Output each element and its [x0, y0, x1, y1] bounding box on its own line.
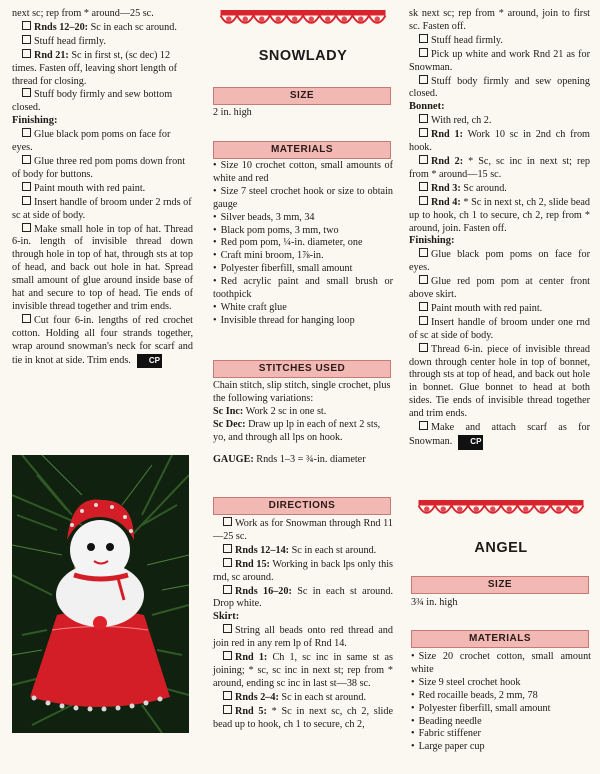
- checkbox-icon[interactable]: [22, 223, 31, 232]
- material-item: • Size 10 crochet cotton, small amounts of white and red: [213, 160, 393, 186]
- text-line: Pick up white and work Rnd 21 as for Snowman.: [409, 48, 590, 73]
- bonnet-step: With red, ch 2.: [409, 114, 590, 128]
- checkbox-icon[interactable]: [223, 517, 232, 526]
- lace-border-top: [213, 10, 393, 32]
- finishing-heading: Finishing:: [12, 115, 58, 127]
- direction-step: Rnds 12–14: Sc in each st around.: [213, 544, 393, 558]
- materials-heading: MATERIALS: [213, 141, 391, 159]
- checkbox-icon[interactable]: [22, 49, 31, 58]
- checkbox-icon[interactable]: [419, 155, 428, 164]
- cp-badge: CP: [137, 354, 162, 369]
- material-item: • Size 9 steel crochet hook: [411, 677, 591, 690]
- checkbox-icon[interactable]: [223, 691, 232, 700]
- material-item: • White craft glue: [213, 302, 393, 315]
- materials-list: [213, 160, 393, 328]
- checkbox-icon[interactable]: [419, 34, 428, 43]
- text-line: sk next sc; rep from * around, join to first sc. Fasten off.: [409, 8, 590, 32]
- angel-materials-list: [411, 651, 591, 754]
- material-item: • Silver beads, 3 mm, 34: [213, 212, 393, 225]
- checkbox-icon[interactable]: [419, 302, 428, 311]
- material-item: • Size 20 crochet cotton, small amount white: [411, 651, 591, 677]
- rnds-12-20: Rnds 12–20: Sc in each sc around.: [12, 21, 193, 35]
- stitches-heading: STITCHES USED: [213, 360, 391, 378]
- checkbox-icon[interactable]: [419, 75, 428, 84]
- size-value: 2 in. high: [213, 107, 252, 118]
- angel-size-value: 3¾ in. high: [411, 597, 458, 608]
- column-right: [409, 8, 590, 450]
- finishing-step: Thread 6-in. piece of invisible thread down through center hole in top of bonnet, through sts at top of head, and back out hole in bonnet. Glue bonnet to head at both sides. Tie ends of invisible thread together and trim ends.: [409, 343, 590, 420]
- skirt-heading: Skirt:: [213, 611, 240, 623]
- rnd-21: Rnd 21: Sc in first st, (sc dec) 12 times. Fasten off, leaving short length of thread for closing.: [12, 49, 178, 87]
- text-line: Stuff head firmly.: [409, 34, 590, 48]
- material-item: • Invisible thread for hanging loop: [213, 315, 393, 328]
- bonnet-heading: Bonnet:: [409, 101, 445, 113]
- bonnet-step: Rnd 3: Sc around.: [409, 182, 590, 196]
- finishing-heading: Finishing:: [409, 235, 455, 247]
- direction-step: Work as for Snowman through Rnd 11—25 sc.: [213, 518, 393, 542]
- snowlady-photo: [12, 455, 189, 733]
- sc-dec: Sc Dec: Draw up lp in each of next 2 sts, yo, and through all lps on hook.: [213, 418, 381, 443]
- finishing-step: Glue black pom poms on face for eyes.: [409, 249, 590, 274]
- direction-step: Rnds 16–20: Sc in each st around. Drop white.: [213, 585, 394, 610]
- text-line: Stuff head firmly.: [12, 35, 193, 49]
- bonnet-step: Rnd 1: Work 10 sc in 2nd ch from hook.: [409, 129, 590, 154]
- finishing-step: Paint mouth with red paint.: [12, 182, 193, 196]
- checkbox-icon[interactable]: [22, 314, 31, 323]
- gauge: GAUGE: Rnds 1–3 = ¾-in. diameter: [213, 453, 366, 465]
- angel-title: ANGEL: [474, 540, 528, 556]
- material-item: • Black pom poms, 3 mm, two: [213, 225, 393, 238]
- finishing-step: Glue three red pom poms down front of body for buttons.: [12, 155, 186, 180]
- material-item: • Large paper cup: [411, 741, 591, 754]
- material-item: • Polyester fiberfill, small amount: [213, 263, 393, 276]
- checkbox-icon[interactable]: [419, 196, 428, 205]
- finishing-step: Glue red pom pom at center front above skirt.: [409, 276, 590, 301]
- checkbox-icon[interactable]: [22, 88, 31, 97]
- checkbox-icon[interactable]: [419, 343, 428, 352]
- angel-size-heading: SIZE: [411, 576, 589, 594]
- directions-heading: DIRECTIONS: [213, 497, 391, 515]
- checkbox-icon[interactable]: [419, 275, 428, 284]
- checkbox-icon[interactable]: [22, 182, 31, 191]
- material-item: • Beading needle: [411, 716, 591, 729]
- stitches-intro: Chain stitch, slip stitch, single crochet, plus the following variations:: [213, 380, 391, 404]
- checkbox-icon[interactable]: [223, 705, 232, 714]
- checkbox-icon[interactable]: [223, 585, 232, 594]
- material-item: • Polyester fiberfill, small amount: [411, 703, 591, 716]
- finishing-step: Glue black pom poms on face for eyes.: [12, 129, 171, 154]
- checkbox-icon[interactable]: [22, 196, 31, 205]
- checkbox-icon[interactable]: [223, 624, 232, 633]
- skirt-step: String all beads onto red thread and join red in any rem lp of Rnd 14.: [213, 625, 393, 650]
- checkbox-icon[interactable]: [22, 155, 31, 164]
- text-line: Stuff body firmly and sew opening closed.: [409, 75, 590, 100]
- checkbox-icon[interactable]: [223, 558, 232, 567]
- finishing-step: Paint mouth with red paint.: [409, 302, 590, 316]
- finishing-step: Cut four 6-in. lengths of red crochet cotton. Holding all four strands together, wrap around snowman's neck for scarf and tie in knot at side. Trim ends. CP: [12, 314, 193, 369]
- material-item: • Size 7 steel crochet hook or size to obtain gauge: [213, 186, 393, 212]
- material-item: • Fabric stiffener: [411, 728, 591, 741]
- direction-step: Rnd 15: Working in back lps only this rnd, sc around.: [213, 558, 393, 583]
- finishing-step: Insert handle of broom under 2 rnds of sc at side of body.: [12, 196, 192, 221]
- finishing-step: Make small hole in top of hat. Thread 6-in. length of invisible thread down through hole in top of hat, through sts at top of head, and back out hole in hat. Spread small amount of glue around inside base of hat and secure to top of head. Tie ends of invisible thread together and trim ends.: [12, 223, 193, 312]
- stitches-block: [213, 380, 393, 466]
- checkbox-icon[interactable]: [223, 651, 232, 660]
- checkbox-icon[interactable]: [419, 114, 428, 123]
- checkbox-icon[interactable]: [223, 544, 232, 553]
- material-item: • Craft mini broom, 1⅞-in.: [213, 250, 393, 263]
- material-item: • Red pom pom, ¼-in. diameter, one: [213, 237, 393, 250]
- snowlady-title: SNOWLADY: [258, 48, 348, 64]
- finishing-step: Insert handle of broom under one rnd of sc at side of body.: [409, 316, 590, 341]
- checkbox-icon[interactable]: [419, 128, 428, 137]
- text-line: next sc; rep from * around—25 sc.: [12, 8, 154, 19]
- angel-materials-heading: MATERIALS: [411, 630, 589, 648]
- checkbox-icon[interactable]: [419, 248, 428, 257]
- skirt-step: Rnd 5: * Sc in next sc, ch 2, slide bead up to hook, ch 1 to secure, ch 2,: [213, 705, 393, 730]
- checkbox-icon[interactable]: [419, 182, 428, 191]
- checkbox-icon[interactable]: [419, 316, 428, 325]
- bonnet-step: Rnd 4: * Sc in next st, ch 2, slide bead up to hook, ch 1 to secure, ch 2, rep from * around, join. Fasten off.: [409, 196, 590, 234]
- size-heading: SIZE: [213, 87, 391, 105]
- checkbox-icon[interactable]: [22, 21, 31, 30]
- checkbox-icon[interactable]: [419, 421, 428, 430]
- cp-badge: CP: [458, 435, 483, 450]
- bonnet-step: Rnd 2: * Sc, sc inc in next st; rep from * around—15 sc.: [409, 155, 590, 180]
- skirt-step: Rnds 2–4: Sc in each st around.: [213, 691, 393, 705]
- skirt-step: Rnd 1: Ch 1, sc inc in same st as joining; * sc, sc inc in next st; rep from * around, ending sc inc in last st—38 sc.: [213, 652, 393, 689]
- checkbox-icon[interactable]: [419, 48, 428, 57]
- snowlady-illustration: [12, 455, 189, 733]
- column-left: [12, 8, 193, 368]
- checkbox-icon[interactable]: [22, 128, 31, 137]
- material-item: • Red rocaille beads, 2 mm, 78: [411, 690, 591, 703]
- sc-inc: Sc Inc: Work 2 sc in one st.: [213, 405, 327, 417]
- lace-border-angel: [411, 500, 591, 522]
- material-item: • Red acrylic paint and small brush or toothpick: [213, 276, 393, 302]
- checkbox-icon[interactable]: [22, 35, 31, 44]
- finishing-step: Make and attach scarf as for Snowman. CP: [409, 421, 590, 450]
- text-line: Stuff body firmly and sew bottom closed.: [12, 89, 173, 114]
- directions-block: [213, 517, 393, 732]
